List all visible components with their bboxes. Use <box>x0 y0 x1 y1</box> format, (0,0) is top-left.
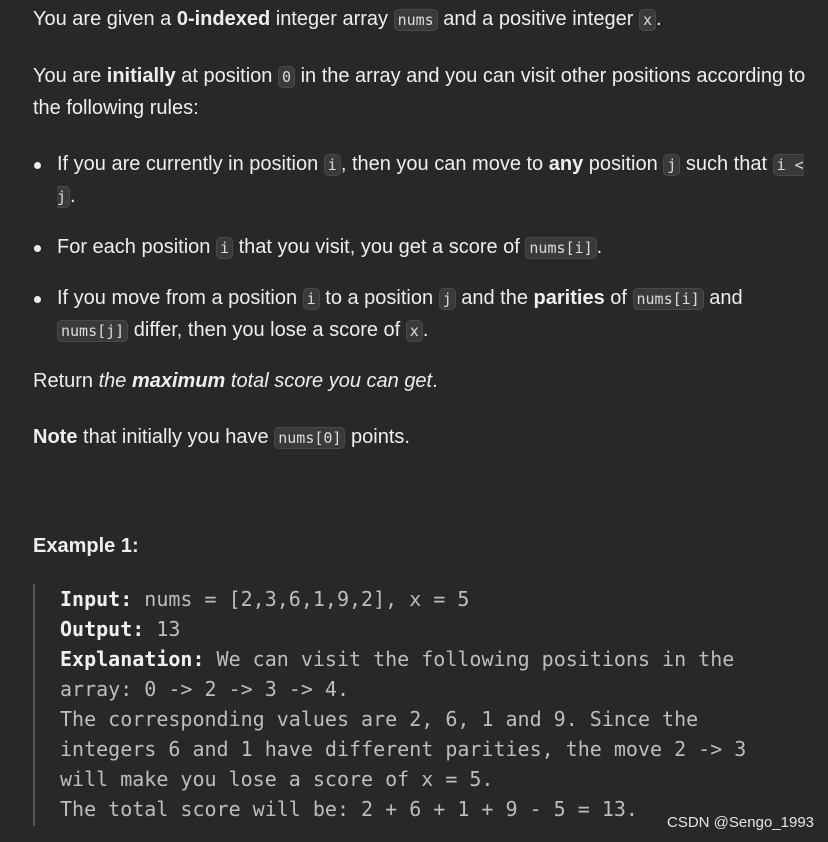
text: . <box>655 8 662 30</box>
text: Return <box>33 370 99 392</box>
example-explanation-line <box>60 644 813 674</box>
inline-code: nums[i] <box>525 237 596 259</box>
bold-text: any <box>548 153 584 175</box>
text: and a positive integer <box>437 8 639 30</box>
input-label: Input: <box>60 587 133 611</box>
bold-text: initially <box>106 65 176 87</box>
rules-intro-paragraph <box>33 61 813 124</box>
rule-item <box>57 283 813 347</box>
text: You are given a <box>33 8 177 30</box>
rule-item <box>57 149 813 213</box>
text: such that <box>680 153 773 175</box>
explanation-text: The total score will be: 2 + 6 + 1 + 9 - 5 = 13. <box>60 797 638 821</box>
example-output-line <box>60 614 813 644</box>
text: position <box>583 153 664 175</box>
text: that initially you have <box>77 426 275 448</box>
problem-description <box>33 4 813 587</box>
inline-code: i <box>216 237 233 259</box>
explanation-text: array: 0 -> 2 -> 3 -> 4. <box>60 677 349 701</box>
inline-code: j <box>439 288 456 310</box>
inline-code: 0 <box>278 66 295 88</box>
text: , then you can move to <box>340 153 549 175</box>
text: of <box>604 287 633 309</box>
text: You are <box>33 65 107 87</box>
text: and the <box>455 287 534 309</box>
text: If you are currently in position <box>57 153 324 175</box>
bold-italic-text: maximum <box>131 370 226 392</box>
text: in the array and you can visit other positions according to the following rules: <box>33 65 806 119</box>
text: integer array <box>270 8 394 30</box>
inline-code: j <box>663 154 680 176</box>
text: and <box>703 287 743 309</box>
text: . <box>432 370 438 392</box>
inline-code: i <box>324 154 341 176</box>
return-paragraph <box>33 366 813 397</box>
output-value: 13 <box>144 617 181 641</box>
text: at position <box>175 65 278 87</box>
example-input-line <box>60 584 813 614</box>
explanation-text: The corresponding values are 2, 6, 1 and 9. Since the <box>60 707 699 731</box>
bold-text: 0-indexed <box>176 8 271 30</box>
explanation-text: We can visit the following positions in the <box>204 647 735 671</box>
inline-code: nums[j] <box>57 320 128 342</box>
text: For each position <box>57 236 216 258</box>
rule-item <box>57 232 813 264</box>
watermark: CSDN @Sengo_1993 <box>667 814 814 831</box>
text: differ, then you lose a score of <box>128 319 406 341</box>
rules-list <box>33 149 813 347</box>
inline-code: i < j <box>57 156 804 206</box>
explanation-text: integers 6 and 1 have different parities, the move 2 -> 3 <box>60 737 747 761</box>
text: that you visit, you get a score of <box>233 236 526 258</box>
inline-code: x <box>406 320 423 342</box>
inline-code: x <box>639 9 656 31</box>
text: to a position <box>319 287 439 309</box>
example-title: Example 1: <box>33 535 139 557</box>
text: . <box>70 185 76 207</box>
intro-paragraph <box>33 4 813 36</box>
text: points. <box>345 426 410 448</box>
text: If you move from a position <box>57 287 303 309</box>
italic-text: the <box>98 370 132 392</box>
text: . <box>422 319 429 341</box>
example-block <box>33 584 813 826</box>
explanation-text: will make you lose a score of x = 5. <box>60 767 494 791</box>
text: . <box>596 236 603 258</box>
inline-code: nums[i] <box>633 288 704 310</box>
bold-text: Note <box>33 426 78 448</box>
inline-code: nums <box>394 9 438 31</box>
inline-code: nums[0] <box>274 427 345 449</box>
bold-text: parities <box>533 287 605 309</box>
note-paragraph <box>33 422 813 454</box>
output-label: Output: <box>60 617 145 641</box>
italic-text: total score you can get <box>225 370 433 392</box>
input-value: nums = [2,3,6,1,9,2], x = 5 <box>132 587 470 611</box>
explanation-label: Explanation: <box>60 647 205 671</box>
inline-code: i <box>303 288 320 310</box>
